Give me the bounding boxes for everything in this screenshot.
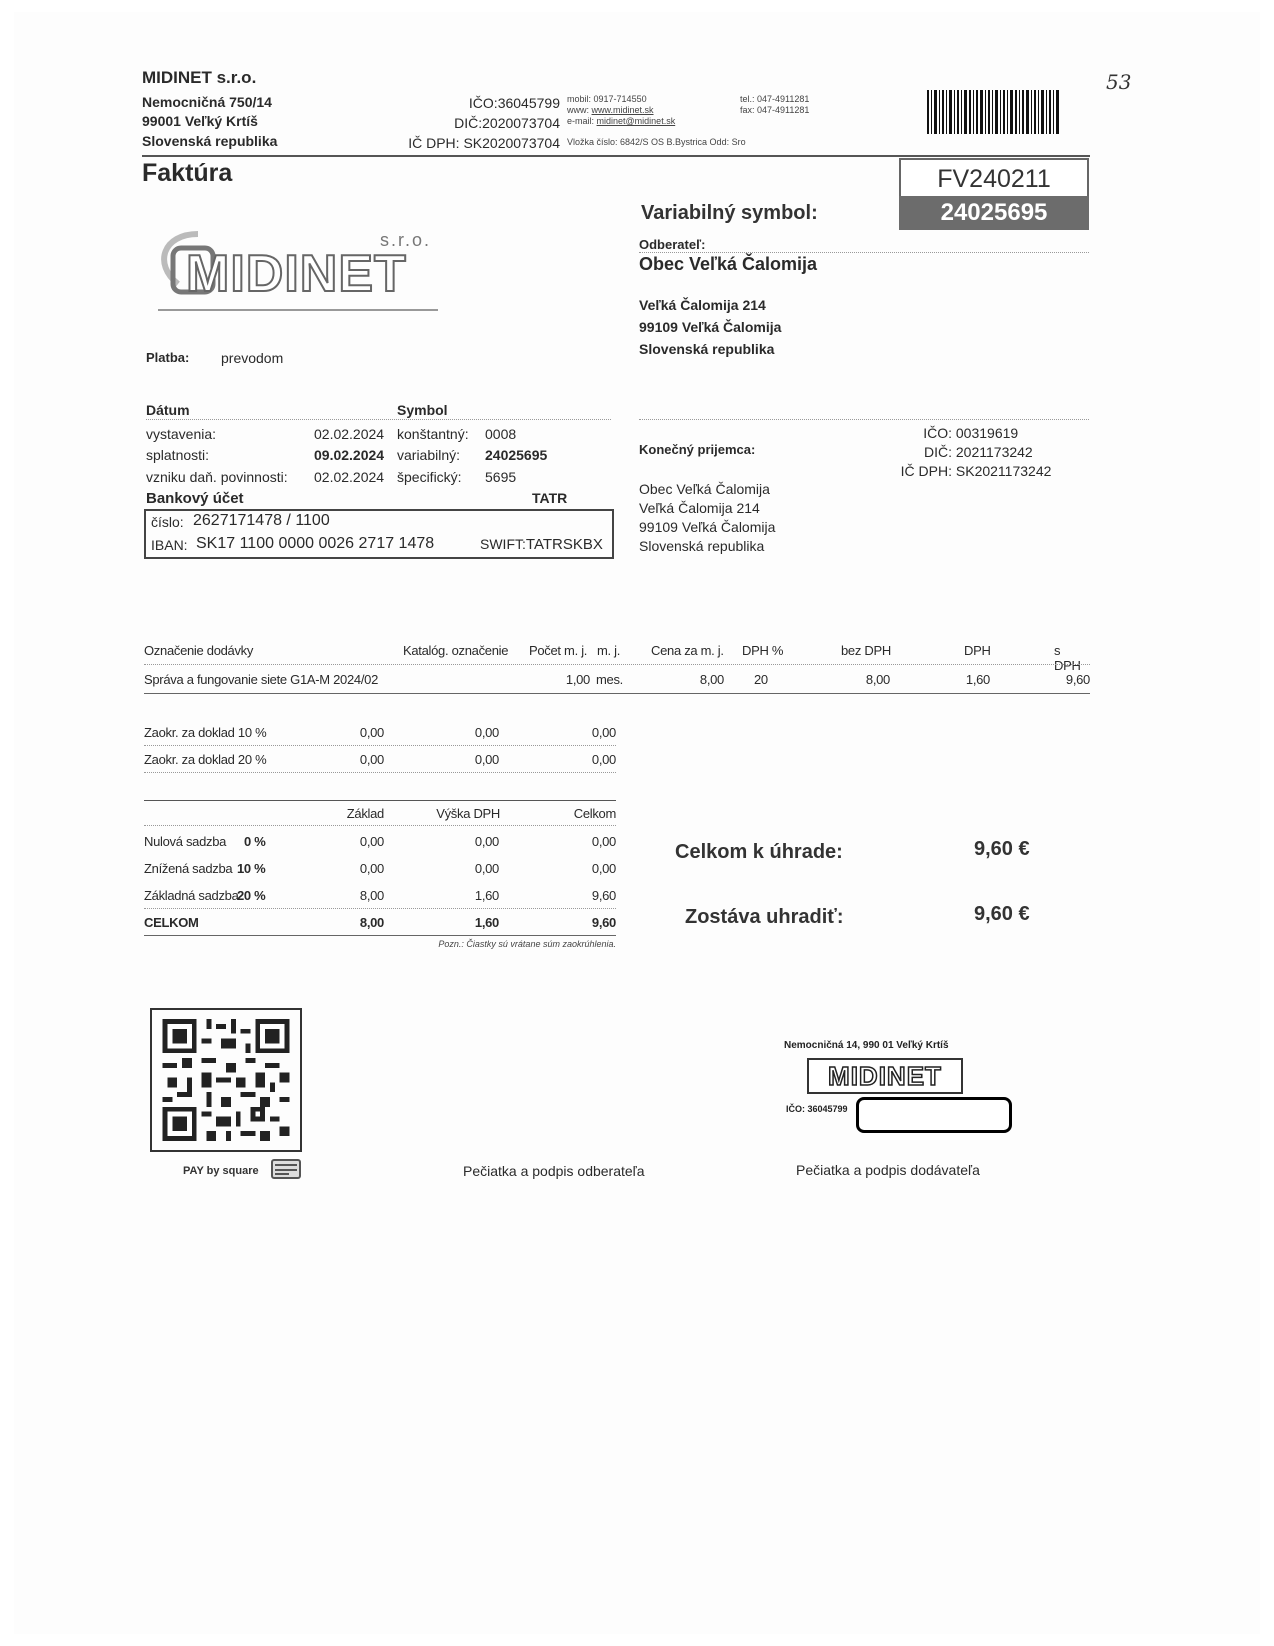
rounding-label: Zaokr. za doklad 10 % xyxy=(144,725,267,740)
company-logo xyxy=(148,224,448,314)
vat-rate: 10 % xyxy=(237,861,266,876)
variable-symbol-value: 24025695 xyxy=(940,199,1048,226)
supplier-contacts xyxy=(567,94,675,127)
vat-total-row xyxy=(144,915,616,933)
recipient-dic: 2021173242 xyxy=(955,444,1033,460)
col-header-vat: DPH xyxy=(964,643,991,658)
bank-label: Bankový účet xyxy=(146,490,244,507)
stamp-address: Nemocničná 14, 990 01 Veľký Krtíš xyxy=(784,1040,949,1051)
vat-total-label: CELKOM xyxy=(144,915,199,930)
date-row-issue xyxy=(146,426,216,442)
bank-number-label: číslo: xyxy=(151,514,184,530)
variable-symbol-box xyxy=(899,196,1089,230)
dates-header: Dátum xyxy=(146,402,190,418)
payment-value: prevodom xyxy=(221,350,284,366)
recipient-name: Obec Veľká Čalomija xyxy=(639,481,770,497)
bank-box xyxy=(144,509,614,559)
item-gross: 9,60 xyxy=(1065,672,1090,687)
vat-rows-divider xyxy=(144,908,616,909)
vat-total: 0,00 xyxy=(591,861,616,876)
symbol-value-variable: 24025695 xyxy=(485,447,548,463)
doc-title: Faktúra xyxy=(142,159,233,187)
vat-base: 8,00 xyxy=(359,888,384,903)
items-header xyxy=(144,643,1090,673)
customer-label: Odberateľ: xyxy=(639,237,706,252)
supplier-register: Vložka číslo: 6842/S OS B.Bystrica Odd: Sro xyxy=(567,137,746,147)
item-name: Správa a fungovanie siete G1A-M 2024/02 xyxy=(144,672,379,687)
recipient-city: 99109 Veľká Čalomija xyxy=(639,519,776,535)
symbol-label-constant: konštantný: xyxy=(397,426,469,442)
www-label: www: xyxy=(567,105,589,115)
rounding-c: 0,00 xyxy=(591,725,616,740)
final-recipient-ids xyxy=(874,424,1051,481)
vat-summary-header xyxy=(144,806,616,824)
rounding-label: Zaokr. za doklad 20 % xyxy=(144,752,267,767)
payment-label: Platba: xyxy=(146,350,190,365)
mobil-label: mobil: xyxy=(567,94,592,104)
to-pay-label: Celkom k úhrade: xyxy=(675,841,843,863)
to-pay-value: 9,60 € xyxy=(974,838,1030,860)
symbol-label-specific: špecifický: xyxy=(397,469,462,485)
item-unit: mes. xyxy=(596,672,623,687)
vat-rate: 20 % xyxy=(237,888,266,903)
barcode-icon xyxy=(927,90,1059,134)
item-qty: 1,00 xyxy=(565,672,590,687)
handwritten-mark: 53 xyxy=(1106,70,1132,94)
customer-country: Slovenská republika xyxy=(639,341,775,357)
customer-city: 99109 Veľká Čalomija xyxy=(639,319,782,335)
recipient-street: Veľká Čalomija 214 xyxy=(639,500,760,516)
recipient-icdph-label: IČ DPH: xyxy=(900,463,952,479)
redaction-box xyxy=(856,1097,1012,1133)
iban-label: IBAN: xyxy=(151,537,188,553)
item-vat-pct: 20 xyxy=(754,672,768,687)
item-price: 8,00 xyxy=(699,672,724,687)
vat-col-base: Základ xyxy=(346,806,384,821)
rounding-c: 0,00 xyxy=(591,752,616,767)
logo-suffix: s.r.o. xyxy=(380,230,432,250)
recipient-divider xyxy=(639,419,1089,420)
rounding-a: 0,00 xyxy=(359,725,384,740)
recipient-dic-label: DIČ: xyxy=(924,444,952,460)
vat-rate-label: Nulová sadzba xyxy=(144,834,227,849)
invoice-page xyxy=(14,12,1260,1634)
tel-value: 047-4911281 xyxy=(757,94,810,104)
vat-row-reduced xyxy=(144,861,616,879)
stamp-logo-text: MIDINET xyxy=(828,1061,942,1091)
customer-street: Veľká Čalomija 214 xyxy=(639,297,766,313)
col-header-net: bez DPH xyxy=(841,643,891,658)
rounding-b: 0,00 xyxy=(474,752,499,767)
vat-row-standard xyxy=(144,888,616,906)
qr-frame xyxy=(150,1008,302,1152)
bank-code: TATR xyxy=(532,490,568,506)
logo-text: MIDINET xyxy=(186,245,407,303)
ico-label: IČO: xyxy=(468,95,498,111)
rounding-row-20 xyxy=(144,752,616,770)
date-value-issue: 02.02.2024 xyxy=(314,426,385,442)
fax-label: fax: xyxy=(740,105,755,115)
dic-value: 2020073704 xyxy=(482,115,560,131)
email-label: e-mail: xyxy=(567,116,595,126)
supplier-country: Slovenská republika xyxy=(142,133,278,149)
item-vat: 1,60 xyxy=(965,672,990,687)
vat-rate-label: Základná sadzba xyxy=(144,888,239,903)
col-header-name: Označenie dodávky xyxy=(144,643,254,658)
date-label: vzniku daň. povinnosti: xyxy=(146,469,288,485)
bank-number: 2627171478 / 1100 xyxy=(193,512,330,529)
final-recipient-label: Konečný prijemca: xyxy=(639,442,756,457)
vat-col-total: Celkom xyxy=(573,806,616,821)
col-header-qty: Počet m. j. xyxy=(529,643,588,658)
invoice-number-box xyxy=(899,158,1089,200)
variable-symbol-label: Variabilný symbol: xyxy=(641,202,818,224)
card-icon xyxy=(271,1159,301,1179)
remaining-value: 9,60 € xyxy=(974,903,1030,925)
date-label: vystavenia: xyxy=(146,426,217,442)
email-link[interactable]: midinet@midinet.sk xyxy=(596,116,676,126)
rounding-b: 0,00 xyxy=(474,725,499,740)
vat-rate: 0 % xyxy=(244,834,266,849)
remaining-label: Zostáva uhradiť: xyxy=(685,906,844,928)
supplier-street: Nemocničná 750/14 xyxy=(142,94,272,110)
vat-row-zero xyxy=(144,834,616,852)
vat-summary-top xyxy=(144,800,616,801)
vat-note: Pozn.: Čiastky sú vrátane súm zaokrúhlenia. xyxy=(438,939,616,949)
vat-amount: 1,60 xyxy=(474,888,499,903)
vat-total-total: 9,60 xyxy=(591,915,616,930)
fax-value: 047-4911281 xyxy=(757,105,810,115)
date-label: splatnosti: xyxy=(146,447,210,463)
items-bottom-divider xyxy=(144,693,1090,694)
items-header-divider xyxy=(144,664,1090,665)
supplier-ids xyxy=(390,93,560,153)
qr-code-icon xyxy=(161,1019,291,1141)
customer-name: Obec Veľká Čalomija xyxy=(639,254,818,274)
vat-amount: 0,00 xyxy=(474,834,499,849)
col-header-price: Cena za m. j. xyxy=(651,643,724,658)
rounding-a: 0,00 xyxy=(359,752,384,767)
symbol-value-constant: 0008 xyxy=(485,426,517,442)
ico-value: 36045799 xyxy=(497,95,560,111)
supplier-city: 99001 Veľký Krtíš xyxy=(142,113,258,129)
iban-value: SK17 1100 0000 0026 2717 1478 xyxy=(196,535,435,552)
dic-label: DIČ: xyxy=(454,115,483,131)
vat-col-vat: Výška DPH xyxy=(436,806,500,821)
mobil-value: 0917-714550 xyxy=(593,94,647,104)
symbols-header: Symbol xyxy=(397,402,448,418)
recipient-country: Slovenská republika xyxy=(639,538,765,554)
recipient-icdph: SK2021173242 xyxy=(955,463,1052,479)
tel-label: tel.: xyxy=(740,94,755,104)
customer-divider xyxy=(639,252,1089,253)
supplier-phones xyxy=(740,94,809,116)
symbol-label-variable: variabilný: xyxy=(397,447,461,463)
customer-signature-label: Pečiatka a podpis odberateľa xyxy=(463,1163,645,1179)
icdph-label: IČ DPH: xyxy=(408,135,460,151)
stamp-ico: IČO: 36045799 xyxy=(786,1104,848,1114)
vat-summary-bottom xyxy=(144,935,616,936)
vat-total: 0,00 xyxy=(591,834,616,849)
vat-total-base: 8,00 xyxy=(359,915,384,930)
symbol-value-specific: 5695 xyxy=(485,469,517,485)
vat-base: 0,00 xyxy=(359,861,384,876)
icdph-value: SK2020073704 xyxy=(463,135,560,151)
swift-value: TATRSKBX xyxy=(525,536,603,553)
date-row-due xyxy=(146,447,209,463)
rounding-row-10 xyxy=(144,725,616,743)
vat-header-divider xyxy=(144,825,616,826)
col-header-vat-pct: DPH % xyxy=(742,643,784,658)
rounding-divider xyxy=(144,745,616,746)
item-net: 8,00 xyxy=(865,672,890,687)
col-header-unit: m. j. xyxy=(597,643,621,658)
recipient-ico-label: IČO: xyxy=(923,425,952,441)
vat-rate-label: Znížená sadzba xyxy=(144,861,233,876)
invoice-number: FV240211 xyxy=(937,165,1051,193)
vat-total: 9,60 xyxy=(591,888,616,903)
stamp-logo xyxy=(807,1058,963,1094)
www-link[interactable]: www.midinet.sk xyxy=(591,105,654,115)
swift-label: SWIFT: xyxy=(480,536,526,552)
col-header-gross: s DPH xyxy=(1054,643,1081,673)
dates-divider xyxy=(146,419,611,420)
rounding-bottom xyxy=(144,772,616,773)
table-row xyxy=(144,672,1090,690)
vat-total-vat: 1,60 xyxy=(474,915,499,930)
col-header-catalog: Katalóg. označenie xyxy=(403,643,509,658)
recipient-ico: 00319619 xyxy=(955,425,1019,441)
supplier-signature-label: Pečiatka a podpis dodávateľa xyxy=(796,1162,980,1178)
vat-base: 0,00 xyxy=(359,834,384,849)
supplier-name: MIDINET s.r.o. xyxy=(142,68,257,87)
date-row-tax xyxy=(146,469,288,485)
vat-amount: 0,00 xyxy=(474,861,499,876)
date-value-tax: 02.02.2024 xyxy=(314,469,385,485)
qr-caption: PAY by square xyxy=(183,1165,259,1177)
final-recipient-address xyxy=(639,480,775,556)
header-divider xyxy=(142,155,1090,157)
date-value-due: 09.02.2024 xyxy=(314,447,385,463)
